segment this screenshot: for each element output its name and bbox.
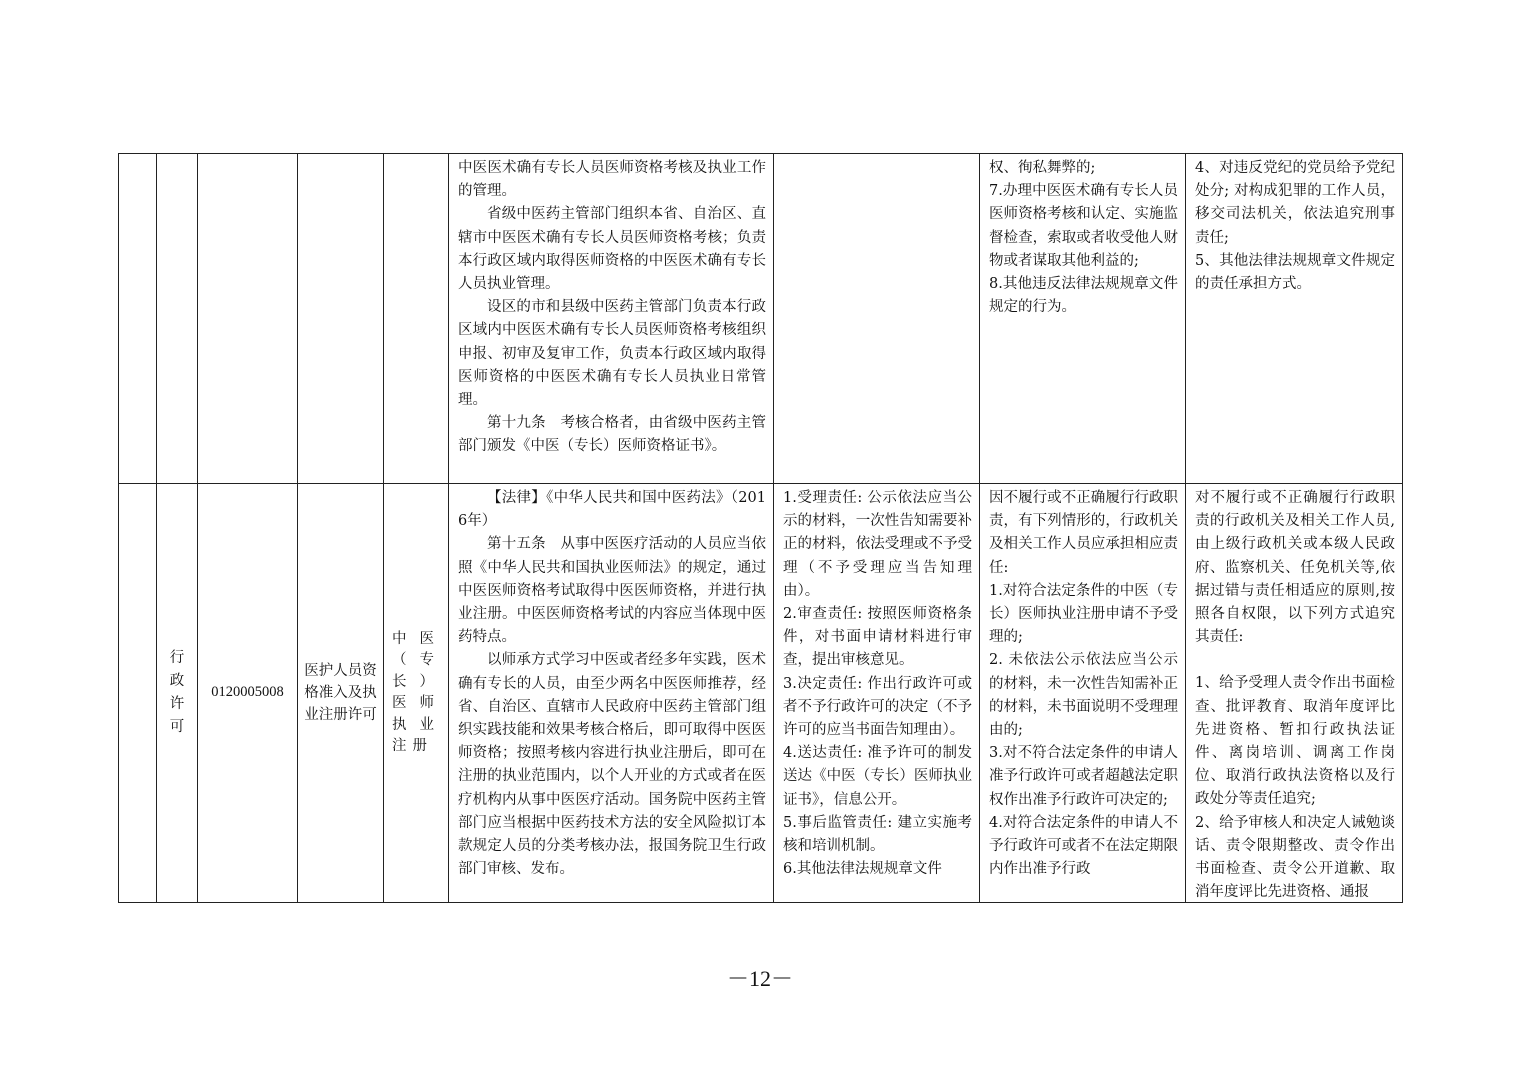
liability-paragraph: 因不履行或不正确履行行政职责，有下列情形的，行政机关及相关工作人员应承担相应责任: [989, 490, 1178, 576]
table-cell-code [198, 484, 298, 903]
table-cell-category [157, 154, 198, 484]
table-cell-basis [449, 154, 774, 484]
liability-paragraph: 4.对符合法定条件的申请人不予行政许可或者不在法定期限内作出准予行政 [989, 814, 1178, 878]
table-cell-responsibility [774, 484, 980, 903]
basis-paragraph: 第十五条 从事中医医疗活动的人员应当依照《中华人民共和国执业医师法》的规定，通过中医医师资格考试取得中医医师资格，并进行执业注册。中医医师资格考试的内容应当体现中医药特点。 [458, 536, 766, 646]
table-cell-accountability [1186, 154, 1403, 484]
table-cell-responsibility [774, 154, 980, 484]
basis-paragraph: 设区的市和县级中医药主管部门负责本行政区域内中医医术确有专长人员医师资格考核组织申报、初审及复审工作，负责本行政区域内取得医师资格的中医医术确有专长人员执业日常管理。 [458, 299, 766, 409]
accountability-spacer [1195, 649, 1395, 672]
category-label: 行政许可 [169, 650, 185, 735]
table-cell-basis [449, 484, 774, 903]
table-cell-sub-item [384, 484, 449, 903]
table-cell-code [198, 154, 298, 484]
basis-paragraph: 中医医术确有专长人员医师资格考核及执业工作的管理。 [458, 160, 766, 200]
responsibility-paragraph: 1.受理责任: 公示依法应当公示的材料，一次性告知需要补正的材料，依法受理或不予受理（不予受理应当告知理由）。 [783, 490, 972, 599]
page-number: －12－ [726, 966, 793, 991]
table-cell-item-name [298, 484, 384, 903]
table-cell-sub-item [384, 154, 449, 484]
table-cell-index [119, 154, 157, 484]
basis-paragraph: 省级中医药主管部门组织本省、自治区、直辖市中医医术确有专长人员医师资格考核；负责本行政区域内取得医师资格的中医医术确有专长人员执业管理。 [458, 206, 766, 293]
table-cell-category [157, 484, 198, 903]
table-row [119, 154, 1403, 484]
responsibility-paragraph: 4.送达责任: 准予许可的制发送达《中医（专长）医师执业证书》，信息公开。 [783, 745, 972, 808]
accountability-paragraph: 2、给予审核人和决定人诫勉谈话、责令限期整改、责令作出书面检查、责令公开道歉、取消年度评比先进资格、通报 [1195, 814, 1395, 901]
accountability-paragraph: 5、其他法律法规规章文件规定的责任承担方式。 [1195, 252, 1395, 293]
liability-paragraph: 7.办理中医医术确有专长人员医师资格考核和认定、实施监督检查，索取或者收受他人财物或者谋取其他利益的; [989, 183, 1178, 269]
responsibility-paragraph: 2.审查责任: 按照医师资格条件，对书面申请材料进行审查，提出审核意见。 [783, 606, 972, 669]
accountability-paragraph: 4、对违反党纪的党员给予党纪处分; 对构成犯罪的工作人员，移交司法机关，依法追究刑事责任; [1195, 160, 1395, 246]
table-row [119, 484, 1403, 903]
item-name: 医护人员资格准入及执业注册许可 [304, 663, 377, 723]
liability-paragraph: 3.对不符合法定条件的申请人准予行政许可或者超越法定职权作出准予行政许可决定的; [989, 745, 1178, 808]
accountability-paragraph: 对不履行或不正确履行行政职责的行政机关及相关工作人员,由上级行政机关或本级人民政府、监察机关、任免机关等,依据过错与责任相适应的原则,按照各自权限，以下列方式追究其责任: [1195, 490, 1395, 646]
basis-paragraph: 以师承方式学习中医或者经多年实践，医术确有专长的人员，由至少两名中医医师推荐，经省、自治区、直辖市人民政府中医药主管部门组织实践技能和效果考核合格后，即可取得中医医师资格；按照考核内容进行执业注册后，即可在注册的执业范围内，以个人开业的方式或者在医疗机构内从事中医医疗活动。国务院中医药主管部门应当根据中医药技术方法的安全风险拟订本款规定人员的分类考核办法，报国务院卫生行政部门审核、发布。 [458, 652, 766, 878]
responsibility-paragraph: 3.决定责任: 作出行政许可或者不予行政许可的决定（不予许可的应当书面告知理由）。 [783, 675, 972, 739]
liability-paragraph: 8.其他违反法律法规规章文件规定的行为。 [989, 276, 1178, 316]
responsibility-table [118, 153, 1403, 903]
sub-item-name: 中医（专长）医师执业注册 [392, 630, 440, 754]
table-cell-index [119, 484, 157, 903]
table-cell-item-name [298, 154, 384, 484]
responsibility-paragraph: 6.其他法律法规规章文件 [783, 861, 942, 878]
table-cell-liability [980, 154, 1186, 484]
liability-paragraph: 1.对符合法定条件的中医（专长）医师执业注册申请不予受理的; [989, 582, 1178, 646]
item-code: 0120005008 [211, 684, 284, 701]
liability-paragraph: 权、徇私舞弊的; [989, 160, 1096, 176]
accountability-paragraph: 1、给予受理人责令作出书面检查、批评教育、取消年度评比先进资格、暂扣行政执法证件、离岗培训、调离工作岗位、取消行政执法资格以及行政处分等责任追究; [1195, 675, 1395, 808]
table-cell-liability [980, 484, 1186, 903]
basis-paragraph: 【法律】《中华人民共和国中医药法》（2016年） [458, 490, 766, 530]
table-cell-accountability [1186, 484, 1403, 903]
basis-paragraph: 第十九条 考核合格者，由省级中医药主管部门颁发《中医（专长）医师资格证书》。 [458, 415, 766, 455]
liability-paragraph: 2. 未依法公示依法应当公示的材料，未一次性告知需补正的材料，未书面说明不受理理由的; [989, 652, 1178, 739]
responsibility-paragraph: 5.事后监管责任: 建立实施考核和培训机制。 [783, 814, 972, 855]
